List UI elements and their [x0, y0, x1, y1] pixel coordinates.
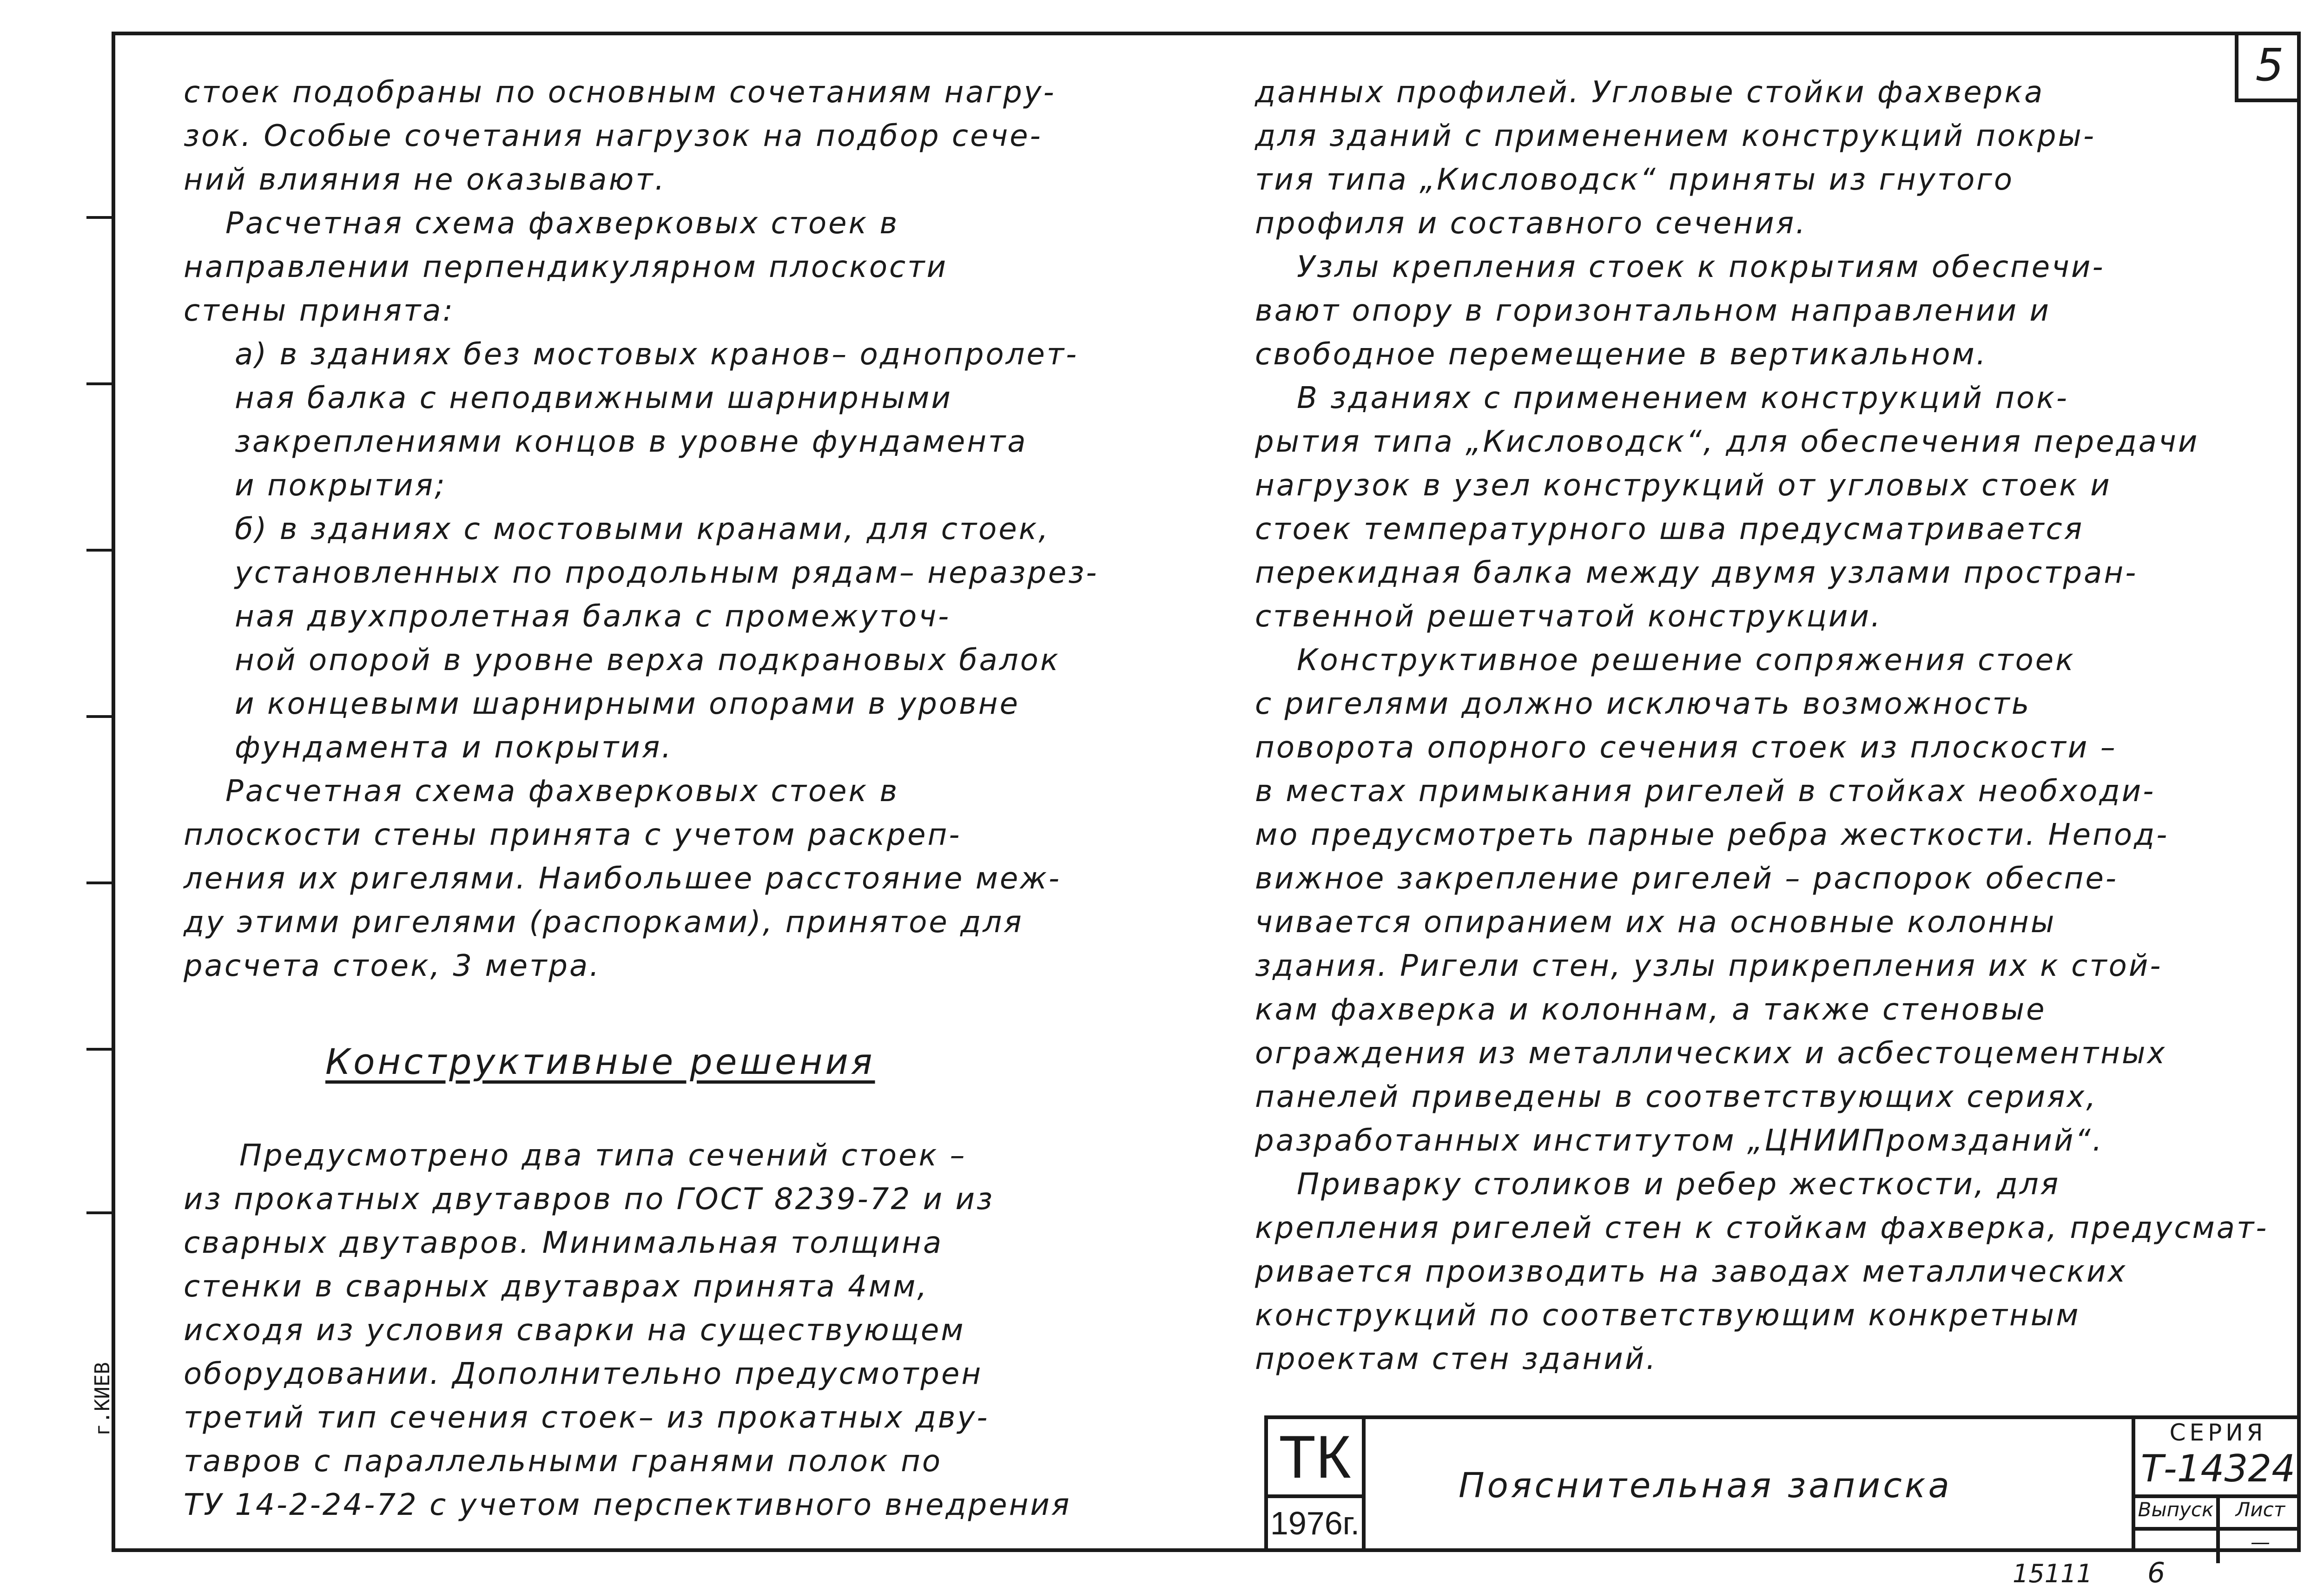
- text-line: разработанных институтом „ЦНИИПромзданий“.: [1255, 1124, 2104, 1158]
- title-block: [1264, 1415, 2301, 1552]
- text-line: стенки в сварных двутаврах принята 4мм,: [184, 1270, 929, 1304]
- city-text: г.КИЕВ: [90, 1362, 114, 1436]
- text-line: расчета стоек, 3 метра.: [184, 949, 601, 983]
- text-line: и концевыми шарнирными опорами в уровне: [235, 687, 1020, 721]
- section-heading: Конструктивные решения: [325, 1041, 875, 1082]
- text-line: В зданиях с применением конструкций пок-: [1297, 381, 2069, 415]
- text-line: ду этими ригелями (распорками), принятое для: [184, 905, 1023, 940]
- text-line: плоскости стены принята с учетом раскреп-: [184, 818, 962, 852]
- text-line: стоек подобраны по основным сочетаниям нагру-: [184, 75, 1056, 110]
- text-line: из прокатных двутавров по ГОСТ 8239-72 и из: [184, 1182, 995, 1217]
- text-line: ления их ригелями. Наибольшее расстояние меж-: [184, 862, 1062, 896]
- text-line: с ригелями должно исключать возможность: [1255, 687, 2031, 721]
- title-block-org: [1268, 1419, 1366, 1552]
- text-line: здания. Ригели стен, узлы прикрепления их к стой-: [1255, 949, 2163, 983]
- text-line: профиля и составного сечения.: [1255, 206, 1807, 241]
- stub-cell: [86, 216, 112, 382]
- right-column-text: [1255, 71, 2268, 1381]
- left-column-text: [184, 71, 1098, 988]
- text-line: мо предусмотреть парные ребра жесткости. Непод-: [1255, 818, 2169, 852]
- stub-cell: [86, 382, 112, 549]
- series-number: Т-14324: [2135, 1447, 2301, 1498]
- footer-letter: 6: [2147, 1557, 2166, 1589]
- sheet-value: —: [2251, 1531, 2270, 1553]
- text-line: а) в зданиях без мостовых кранов– однопролет-: [235, 337, 1079, 372]
- text-line: ний влияния не оказывают.: [184, 163, 666, 197]
- text-line: свободное перемещение в вертикальном.: [1255, 337, 1988, 372]
- document-title: Пояснительная записка: [1459, 1466, 1952, 1506]
- text-line: ограждения из металлических и асбестоцементных: [1255, 1036, 2167, 1071]
- text-line: Предусмотрено два типа сечений стоек –: [239, 1138, 967, 1173]
- text-line: направлении перпендикулярном плоскости: [184, 250, 948, 284]
- series-label: СЕРИЯ: [2169, 1419, 2267, 1446]
- text-line: Узлы крепления стоек к покрытиям обеспечи-: [1297, 250, 2105, 284]
- text-line: кам фахверка и колоннам, а также стеновые: [1255, 993, 2047, 1027]
- text-line: б) в зданиях с мостовыми кранами, для стоек,: [235, 512, 1050, 546]
- text-line: стоек температурного шва предусматривается: [1255, 512, 2084, 546]
- text-line: зок. Особые сочетания нагрузок на подбор сече-: [184, 119, 1043, 153]
- text-line: перекидная балка между двумя узлами простран-: [1255, 556, 2138, 590]
- text-line: тавров с параллельными гранями полок по: [184, 1444, 942, 1479]
- page-number: 5: [2235, 32, 2301, 102]
- text-line: установленных по продольным рядам– неразрез-: [235, 556, 1099, 590]
- text-line: ривается производить на заводах металлических: [1255, 1255, 2127, 1289]
- text-line: в местах примыкания ригелей в стойках необходи-: [1255, 774, 2156, 809]
- text-line: закреплениями концов в уровне фундамента: [235, 425, 1028, 459]
- stub-cell: [86, 549, 112, 715]
- text-line: вают опору в горизонтальном направлении и: [1255, 294, 2051, 328]
- text-line: для зданий с применением конструкций покры-: [1255, 119, 2096, 153]
- text-line: панелей приведены в соответствующих сериях,: [1255, 1080, 2098, 1114]
- left-stub-table: [86, 216, 112, 1215]
- text-line: поворота опорного сечения стоек из плоскости –: [1255, 730, 2117, 765]
- org-year: 1976г.: [1270, 1505, 1360, 1541]
- text-line: тия типа „Кисловодск“ приняты из гнутого: [1255, 163, 2014, 197]
- sheet-label: Лист: [2235, 1498, 2285, 1521]
- text-line: ной опорой в уровне верха подкрановых балок: [235, 643, 1060, 678]
- text-line: Приварку столиков и ребер жесткости, для: [1297, 1167, 2060, 1202]
- text-line: третий тип сечения стоек– из прокатных дву-: [184, 1401, 990, 1435]
- city-label: [88, 1338, 116, 1459]
- text-line: конструкций по соответствующим конкретным: [1255, 1298, 2080, 1333]
- org-code: ТК: [1268, 1419, 1362, 1498]
- issue-label: Выпуск: [2135, 1498, 2220, 1527]
- text-line: рытия типа „Кисловодск“, для обеспечения передачи: [1255, 425, 2199, 459]
- text-line: оборудовании. Дополнительно предусмотрен: [184, 1357, 983, 1391]
- text-line: сварных двутавров. Минимальная толщина: [184, 1226, 944, 1260]
- text-line: ственной решетчатой конструкции.: [1255, 599, 1882, 634]
- footer-doc-number: 15111: [2013, 1559, 2093, 1588]
- text-line: Расчетная схема фахверковых стоек в: [225, 206, 899, 241]
- left-column-text-2: [184, 1134, 1071, 1527]
- text-line: исходя из условия сварки на существующем: [184, 1313, 965, 1348]
- text-line: Расчетная схема фахверковых стоек в: [225, 774, 899, 809]
- text-line: ТУ 14-2-24-72 с учетом перспективного внедрения: [184, 1488, 1071, 1522]
- text-line: нагрузок в узел конструкций от угловых стоек и: [1255, 468, 2112, 503]
- text-line: чивается опиранием их на основные колонны: [1255, 905, 2056, 940]
- text-line: и покрытия;: [235, 468, 447, 503]
- stub-cell: [86, 882, 112, 1048]
- stub-cell: [86, 1048, 112, 1214]
- text-line: ная балка с неподвижными шарнирными: [235, 381, 952, 415]
- text-line: фундамента и покрытия.: [235, 730, 673, 765]
- text-line: данных профилей. Угловые стойки фахверка: [1255, 75, 2045, 110]
- text-line: ная двухпролетная балка с промежуточ-: [235, 599, 951, 634]
- text-line: стены принята:: [184, 294, 455, 328]
- issue-sheet-header: [2135, 1498, 2301, 1531]
- stub-cell: [86, 715, 112, 882]
- text-line: проектам стен зданий.: [1255, 1342, 1657, 1376]
- text-line: Конструктивное решение сопряжения стоек: [1297, 643, 2075, 678]
- title-block-series: [2132, 1419, 2301, 1552]
- text-line: крепления ригелей стен к стойкам фахверка, предусмат-: [1255, 1211, 2269, 1245]
- text-line: вижное закрепление ригелей – распорок обеспе-: [1255, 862, 2118, 896]
